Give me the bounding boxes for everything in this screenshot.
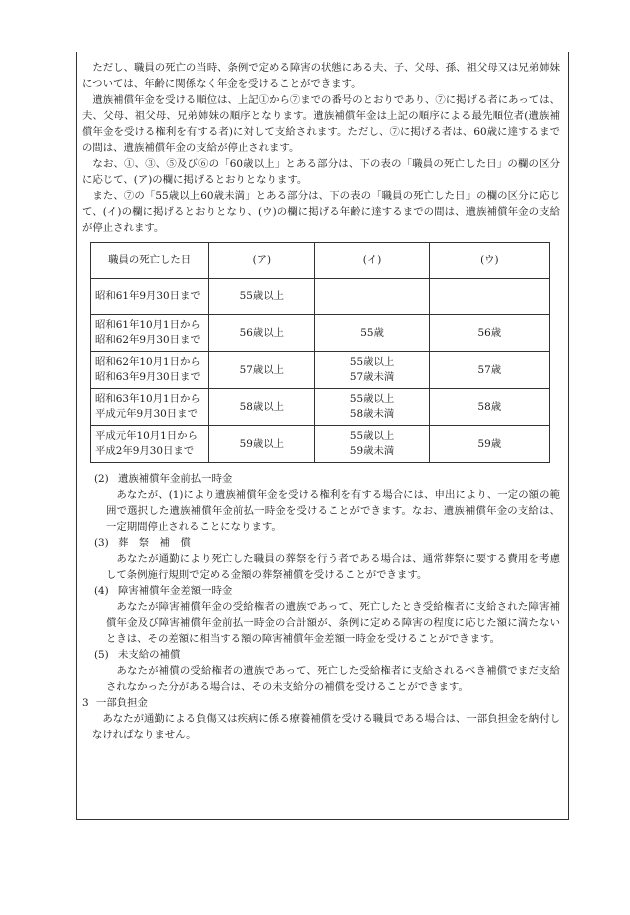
cell-i: 55歳以上 57歳未満 [315, 352, 429, 389]
cell-i: 55歳以上 59歳未満 [315, 426, 429, 463]
header-u: (ウ) [429, 243, 549, 279]
cell-a: 55歳以上 [209, 279, 315, 315]
cell-a: 58歳以上 [209, 389, 315, 426]
cell-period: 昭和63年10月1日から 平成元年9月30日まで [91, 389, 209, 426]
item-heading-5: (5) 未支給の補償 [94, 649, 181, 661]
table-row [91, 389, 550, 426]
cell-a: 59歳以上 [209, 426, 315, 463]
paragraph-order: 遺族補償年金を受ける順位は、上記①から⑦までの番号のとおりであり、⑦に掲げる者にあっては、夫、父母、祖父母、兄弟姉妹の順序となります。遺族補償年金は上記の順序による最先順位者(遺族補償年金を受ける権利を有する者)に対して支給されます。ただし、⑦に掲げる者は、60歳に達するまでの間は、遺族補償年金の支給が停止されます。 [82, 94, 560, 154]
table-header-row [91, 243, 550, 279]
cell-i [315, 279, 429, 315]
cell-u: 57歳 [429, 352, 549, 389]
cell-period: 昭和62年10月1日から 昭和63年9月30日まで [91, 352, 209, 389]
item-body-2: あなたが、(1)により遺族補償年金を受ける権利を有する場合には、申出により、一定の額の範囲で選択した遺族補償年金前払一時金を受けることができます。なお、遺族補償年金の支給は、一定期間停止されることになります。 [106, 489, 560, 533]
paragraph-age-i-u: また、⑦の「55歳以上60歳未満」とある部分は、下の表の「職員の死亡した日」の欄の区分に応じて、(イ)の欄に掲げるとおりとなり、(ウ)の欄に掲げる年齢に達するまでの間は、遺族補償年金の支給が停止されます。 [82, 190, 560, 234]
item-heading-4: (4) 障害補償年金差額一時金 [94, 585, 233, 597]
table-row [91, 352, 550, 389]
section-3-body: あなたが通勤による負傷又は疾病に係る療養補償を受ける職員である場合は、一部負担金を納付しなければなりません。 [92, 713, 560, 741]
item-body-5: あなたが補償の受給権者の遺族であって、死亡した受給権者に支給されるべき補償でまだ支給されなかった分がある場合は、その未支給分の補償を受けることができます。 [106, 665, 560, 693]
item-heading-3: (3) 葬 祭 補 償 [94, 537, 191, 549]
cell-a: 57歳以上 [209, 352, 315, 389]
cell-i: 55歳 [315, 315, 429, 352]
cell-u [429, 279, 549, 315]
table-row [91, 279, 550, 315]
header-death-date: 職員の死亡した日 [91, 243, 209, 279]
cell-u: 56歳 [429, 315, 549, 352]
paragraph-age-a: なお、①、③、⑤及び⑥の「60歳以上」とある部分は、下の表の「職員の死亡した日」の欄の区分に応じて、(ア)の欄に掲げるとおりとなります。 [82, 158, 560, 186]
paragraph-exception: ただし、職員の死亡の当時、条例で定める障害の状態にある夫、子、父母、孫、祖父母又は兄弟姉妹については、年齢に関係なく年金を受けることができます。 [82, 62, 560, 90]
cell-i: 55歳以上 58歳未満 [315, 389, 429, 426]
cell-period: 昭和61年10月1日から 昭和62年9月30日まで [91, 315, 209, 352]
item-body-4: あなたが障害補償年金の受給権者の遺族であって、死亡したとき受給権者に支給された障害補償年金及び障害補償年金前払一時金の合計額が、条例に定める障害の程度に応じた額に満たないときは、その差額に相当する額の障害補償年金差額一時金を受けることができます。 [106, 601, 560, 645]
table-row [91, 426, 550, 463]
cell-period: 平成元年10月1日から 平成2年9月30日まで [91, 426, 209, 463]
item-heading-2: (2) 遺族補償年金前払一時金 [94, 473, 233, 485]
cell-u: 58歳 [429, 389, 549, 426]
header-a: (ア) [209, 243, 315, 279]
cell-period: 昭和61年9月30日まで [91, 279, 209, 315]
section-3-heading: 3 一部負担金 [82, 697, 148, 709]
header-i: (イ) [315, 243, 429, 279]
document-body [82, 60, 560, 743]
age-table [90, 242, 550, 463]
table-row [91, 315, 550, 352]
cell-a: 56歳以上 [209, 315, 315, 352]
item-body-3: あなたが通勤により死亡した職員の葬祭を行う者である場合は、通常葬祭に要する費用を考慮して条例施行規則で定める金額の葬祭補償を受けることができます。 [106, 553, 560, 581]
cell-u: 59歳 [429, 426, 549, 463]
